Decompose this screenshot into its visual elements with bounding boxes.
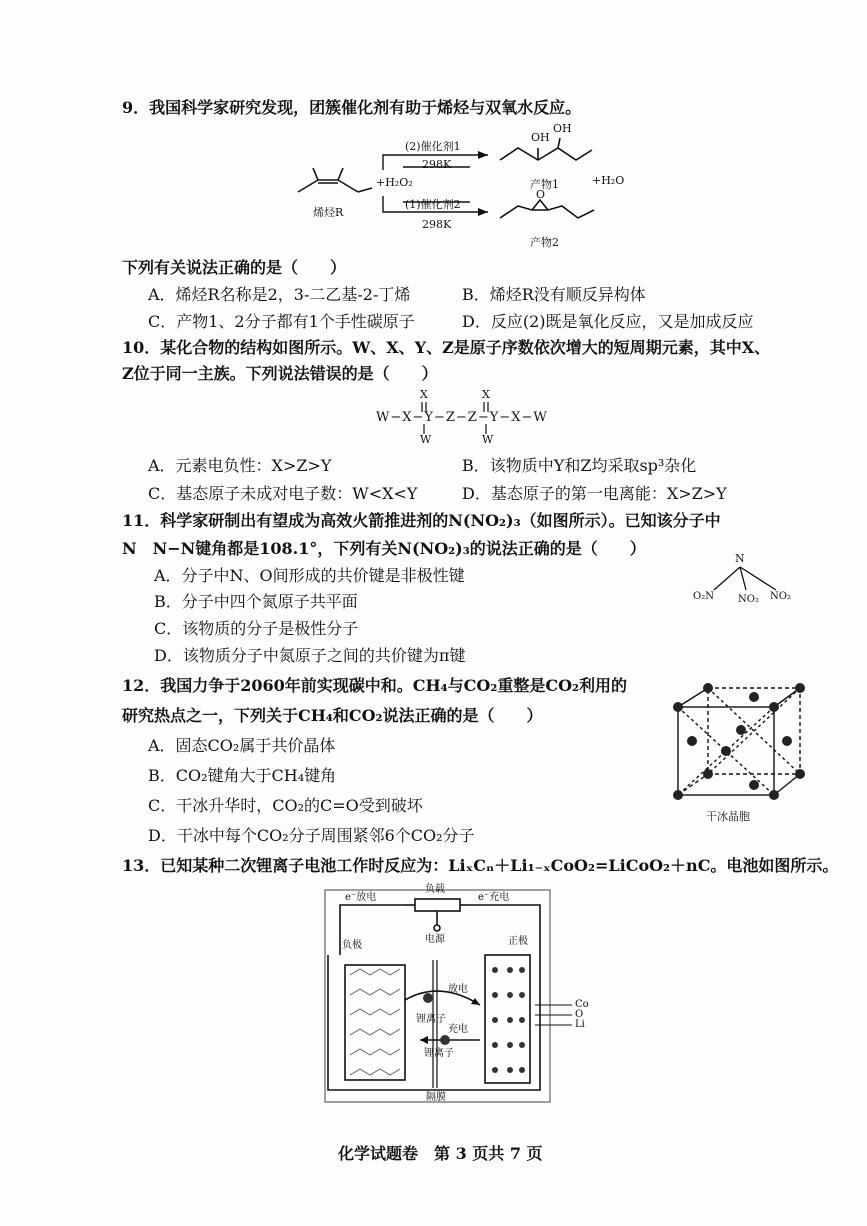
oh-left: OH — [531, 131, 550, 144]
top-condition: (2)催化剂1 — [405, 140, 461, 153]
q10-option-a: A．元素电负性：X>Z>Y — [148, 456, 332, 475]
battery-charge: 充电 — [448, 1024, 468, 1035]
q12-stem-line2: 研究热点之一，下列关于CH₄和CO₂说法正确的是（ ） — [122, 706, 543, 725]
q12-option-b: B．CO₂键角大于CH₄键角 — [148, 766, 337, 785]
battery-li-ion-2: 锂离子 — [424, 1048, 454, 1059]
battery-power: 电源 — [425, 934, 445, 945]
q9-option-a: A．烯烃R名称是2，3-二乙基-2-丁烯 — [148, 285, 411, 304]
battery-load: 负载 — [425, 884, 445, 895]
q10-stem-line1: 10．某化合物的结构如图所示。W、X、Y、Z是原子序数依次增大的短周期元素，其中X、 — [122, 338, 771, 357]
structure-main-chain: W−X−Y−Z−Z−Y−X−W — [376, 410, 548, 425]
product1-label: 产物1 — [530, 178, 559, 191]
q12-option-d: D．干冰中每个CO₂分子周围紧邻6个CO₂分子 — [148, 826, 475, 845]
q10-stem-line2: Z位于同一主族。下列说法错误的是（ ） — [122, 364, 438, 383]
molecule-group-3: NO₂ — [770, 591, 791, 602]
q11-option-b: B．分子中四个氮原子共平面 — [154, 592, 358, 611]
q11-stem-line1: 11．科学家研制出有望成为高效火箭推进剂的N(NO₂)₃（如图所示）。已知该分子中 — [122, 511, 721, 530]
q9-option-c: C．产物1、2分子都有1个手性碳原子 — [148, 312, 415, 331]
battery-discharge: 放电 — [448, 984, 468, 995]
q11-option-a: A．分子中N、O间形成的共价键是非极性键 — [154, 566, 465, 585]
battery-li-ion-1: 锂离子 — [416, 1014, 446, 1025]
battery-discharge-e: e⁻放电 — [345, 892, 377, 903]
q10-option-d: D．基态原子的第一电离能：X>Z>Y — [462, 484, 727, 503]
q9-question: 下列有关说法正确的是（ ） — [122, 258, 347, 277]
q10-option-b: B．该物质中Y和Z均采取sp³杂化 — [462, 456, 697, 475]
alkene-r-label: 烯烃R — [313, 206, 344, 219]
q10-option-c: C．基态原子未成对电子数：W<X<Y — [148, 484, 418, 503]
battery-o: O — [575, 1009, 584, 1020]
molecule-center-n: N — [735, 552, 745, 565]
battery-positive: 正极 — [508, 936, 528, 947]
structure-top-x1: X — [420, 388, 428, 401]
bottom-condition: (1)催化剂2 — [405, 198, 461, 211]
battery-co: Co — [575, 999, 589, 1010]
page-footer: 化学试题卷 第 3 页共 7 页 — [338, 1144, 543, 1163]
molecule-group-1: O₂N — [693, 591, 714, 602]
reagent-h2o2: +H₂O₂ — [376, 176, 413, 189]
q11-stem-line2: N N−N键角都是108.1°，下列有关N(NO₂)₃的说法正确的是（ ） — [122, 539, 646, 558]
q9-option-b: B．烯烃R没有顺反异构体 — [462, 285, 646, 304]
battery-charge-e: e⁻充电 — [478, 892, 510, 903]
battery-separator: 隔膜 — [426, 1092, 446, 1103]
structure-bottom-w1: W — [420, 433, 432, 446]
q12-stem-line1: 12．我国力争于2060年前实现碳中和。CH₄与CO₂重整是CO₂利用的 — [122, 676, 628, 695]
q9-option-d: D．反应(2)既是氧化反应，又是加成反应 — [462, 312, 754, 331]
graphite-hex-pattern — [350, 969, 400, 1075]
epoxide-o: O — [536, 188, 546, 201]
q11-option-d: D．该物质分子中氮原子之间的共价键为π键 — [154, 646, 466, 665]
battery-li: Li — [575, 1019, 585, 1030]
water-label: +H₂O — [592, 174, 625, 187]
structure-bottom-w2: W — [482, 433, 494, 446]
bottom-temp: 298K — [422, 218, 452, 231]
top-temp: 298K — [422, 158, 452, 171]
battery-negative: 负极 — [342, 940, 362, 951]
q12-option-a: A．固态CO₂属于共价晶体 — [148, 736, 336, 755]
q13-stem: 13．已知某种二次锂离子电池工作时反应为：LiₓCₙ＋Li₁₋ₓCoO₂=LiCoO₂＋nC。电池如图所示。 — [122, 856, 839, 875]
molecule-group-2: NO₂ — [738, 594, 759, 605]
oh-right: OH — [553, 122, 572, 135]
dry-ice-caption: 干冰晶胞 — [706, 810, 750, 823]
q11-option-c: C．该物质的分子是极性分子 — [154, 619, 359, 638]
structure-top-x2: X — [482, 388, 490, 401]
q9-stem: 9．我国科学家研究发现，团簇催化剂有助于烯烃与双氧水反应。 — [122, 98, 582, 117]
q12-option-c: C．干冰升华时，CO₂的C=O受到破坏 — [148, 796, 423, 815]
product2-label: 产物2 — [530, 236, 559, 249]
